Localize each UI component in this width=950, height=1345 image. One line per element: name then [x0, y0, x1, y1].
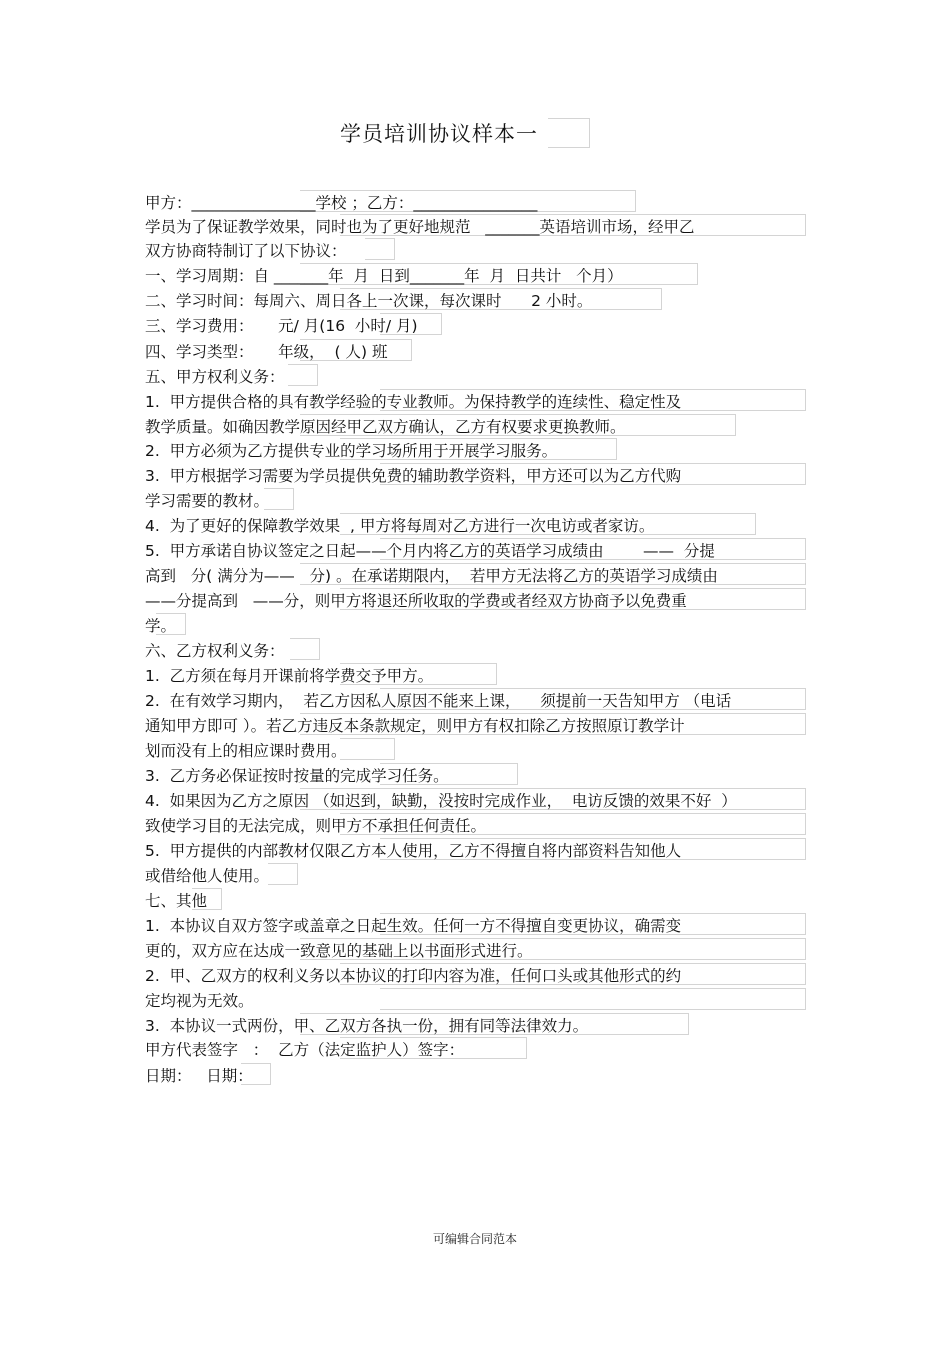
text-line: 1. 乙方须在每月开课前将学费交予甲方。	[145, 667, 434, 685]
text-line: 二、学习时间：每周六、周日各上一次课，每次课时 2 小时。	[145, 292, 593, 310]
scan-box	[268, 863, 298, 885]
page-footer: 可编辑合同范本	[432, 1232, 517, 1246]
text-line: 四、学习类型： 年级， ( 人) 班	[145, 343, 388, 361]
text-line: 定均视为无效。	[145, 992, 254, 1010]
text-line: 六、乙方权利义务：	[145, 642, 285, 660]
text-line: 通知甲方即可 ）。若乙方违反本条款规定，则甲方有权扣除乙方按照原订教学计	[145, 717, 685, 735]
text-line: 2. 甲、乙双方的权利义务以本协议的打印内容为准，任何口头或其他形式的约	[145, 967, 682, 985]
text-line: 日期： 日期：	[145, 1067, 253, 1085]
text-line: 5. 甲方承诺自协议签定之日起——个月内将乙方的英语学习成绩由 —— 分提	[145, 542, 715, 560]
text-line: 3. 乙方务必保证按时按量的完成学习任务。	[145, 767, 449, 785]
text-line: 2. 在有效学习期内， 若乙方因私人原因不能来上课， 须提前一天告知甲方 （电话	[145, 692, 732, 710]
text-line: 五、甲方权利义务：	[145, 368, 285, 386]
scan-box	[288, 364, 318, 386]
text-line: 双方协商特制订了以下协议：	[145, 242, 347, 260]
text-line: 学。	[145, 617, 177, 635]
text-line: 2. 甲方必须为乙方提供专业的学习场所用于开展学习服务。	[145, 442, 558, 460]
text-line: 高到 分( 满分为—— 分) 。在承诺期限内， 若甲方无法将乙方的英语学习成绩由	[145, 567, 718, 585]
text-line: 5. 甲方提供的内部教材仅限乙方本人使用，乙方不得擅自将内部资料告知他人	[145, 842, 682, 860]
text-line: 3. 甲方根据学习需要为学员提供免费的辅助教学资料，甲方还可以为乙方代购	[145, 467, 682, 485]
text-line: 更的，双方应在达成一致意见的基础上以书面形式进行。	[145, 942, 533, 960]
text-line: 学员为了保证教学效果，同时也为了更好地规范 _______英语培训市场，经甲乙	[145, 218, 695, 236]
text-line: 3. 本协议一式两份，甲、乙双方各执一份，拥有同等法律效力。	[145, 1017, 589, 1035]
text-line: ——分提高到 ——分，则甲方将退还所收取的学费或者经双方协商予以免费重	[145, 592, 687, 610]
text-line: 划而没有上的相应课时费用。	[145, 742, 347, 760]
scan-box	[340, 738, 395, 760]
text-line: 致使学习目的无法完成，则甲方不承担任何责任。	[145, 817, 487, 835]
scan-box	[290, 638, 320, 660]
scan-box	[548, 118, 590, 148]
text-line: 1. 本协议自双方签字或盖章之日起生效。任何一方不得擅自变更协议，确需变	[145, 917, 682, 935]
text-line: 七、其他	[145, 892, 208, 910]
text-line: 教学质量。如确因教学原因经甲乙双方确认，乙方有权要求更换教师。	[145, 418, 626, 436]
text-line: 三、学习费用： 元/ 月(16 小时/ 月)	[145, 317, 418, 335]
text-line: 4. 为了更好的保障教学效果 , 甲方将每周对乙方进行一次电访或者家访。	[145, 517, 655, 535]
text-line: 甲方：________________学校 ；乙方：________________	[145, 194, 538, 212]
scan-box	[365, 238, 395, 260]
text-line: 甲方代表签字 ： 乙方（法定监护人）签字：	[145, 1041, 465, 1059]
text-line: 学习需要的教材。	[145, 492, 270, 510]
text-line: 一、学习周期：自 _______年 月 日到_______年 月 日共计 个月）	[145, 267, 623, 285]
text-line: 4. 如果因为乙方之原因 （如迟到，缺勤，没按时完成作业， 电访反馈的效果不好 ）	[145, 792, 737, 810]
scan-box	[380, 988, 806, 1010]
page-title: 学员培训协议样本一	[340, 122, 538, 146]
text-line: 或借给他人使用。	[145, 867, 270, 885]
text-line: 1. 甲方提供合格的具有教学经验的专业教师。为保持教学的连续性、稳定性及	[145, 393, 682, 411]
